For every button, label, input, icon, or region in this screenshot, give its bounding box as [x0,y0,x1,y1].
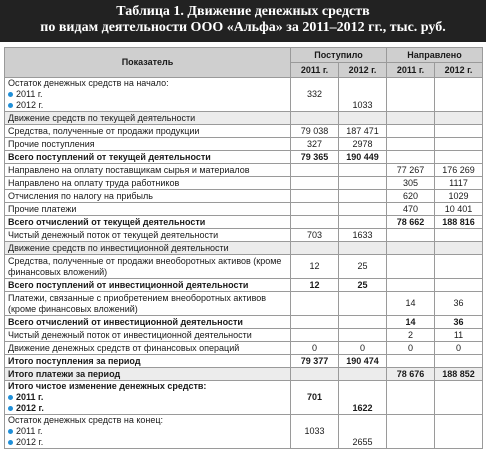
cell-received-2011: 79 365 [291,151,339,164]
bullet-icon [8,440,13,445]
cell-received-2011 [291,242,339,255]
cell-directed-2011: 470 [387,203,435,216]
cell-directed-2012: 1117 [435,177,483,190]
table-row [5,203,483,216]
cell-directed-2011 [387,112,435,125]
header-received: Поступило [291,48,387,63]
sub-year: 2011 г. [16,426,43,436]
cell-directed-2011: 14 [387,316,435,329]
cell-directed-2011 [387,138,435,151]
row-label-text: Итого чистое изменение денежных средств: [8,381,207,391]
table-row [5,216,483,229]
cell-directed-2011 [387,151,435,164]
cell-received-2012: 187 471 [339,125,387,138]
row-label: Движение средств по инвестиционной деятельности [5,242,291,255]
cell-directed-2012: 11 [435,329,483,342]
row-label: Прочие платежи [5,203,291,216]
table-row [5,292,483,316]
cell-directed-2011 [387,355,435,368]
cell-received-2012: 190 474 [339,355,387,368]
sub-item [8,403,287,414]
table-row [5,342,483,355]
cell-received-2012 [339,177,387,190]
cell-directed-2011 [387,381,435,415]
cell-received-2011: 703 [291,229,339,242]
cell-received-2012 [339,203,387,216]
cell-received-2012 [339,242,387,255]
sub-year: 2011 г. [16,89,43,99]
cell-received-2012: 190 449 [339,151,387,164]
cell-directed-2011 [387,255,435,279]
sub-year: 2012 г. [16,100,44,110]
cell-received-2011: 12 [291,279,339,292]
bullet-icon [8,429,13,434]
row-label: Всего отчислений от текущей деятельности [5,216,291,229]
row-label: Чистый денежный поток от инвестиционной деятельности [5,329,291,342]
row-label-text: Остаток денежных средств на начало: [8,78,169,88]
table-row [5,368,483,381]
table-row [5,151,483,164]
cell-received-2011 [291,329,339,342]
cell-directed-2012 [435,415,483,449]
cell-directed-2011 [387,229,435,242]
bullet-icon [8,103,13,108]
cell-received-2011: 0 [291,342,339,355]
cell-directed-2011 [387,125,435,138]
cell-directed-2012: 176 269 [435,164,483,177]
table-row [5,177,483,190]
cell-directed-2012 [435,355,483,368]
row-label: Средства, полученные от продажи внеоборотных активов (кроме финансовых вложений) [5,255,291,279]
cell-received-2011 [291,316,339,329]
cell-directed-2012: 36 [435,316,483,329]
cell-directed-2012 [435,255,483,279]
cell-received-2011: 701 [291,381,339,415]
cell-directed-2012 [435,242,483,255]
cell-received-2012 [339,316,387,329]
cell-received-2012: 2655 [339,415,387,449]
table-row [5,78,483,112]
cell-received-2012: 1033 [339,78,387,112]
cell-directed-2011 [387,242,435,255]
cell-received-2011 [291,203,339,216]
cell-received-2011: 79 038 [291,125,339,138]
cell-received-2011: 327 [291,138,339,151]
cell-directed-2012: 1029 [435,190,483,203]
cell-directed-2012 [435,78,483,112]
cell-received-2012 [339,164,387,177]
cell-received-2011: 12 [291,255,339,279]
cell-received-2012: 25 [339,255,387,279]
sub-year: 2011 г. [16,392,44,402]
row-label: Всего поступлений от текущей деятельности [5,151,291,164]
cell-received-2011 [291,164,339,177]
cell-directed-2012 [435,381,483,415]
row-label: Итого поступления за период [5,355,291,368]
sub-year: 2012 г. [16,437,44,447]
table-row [5,229,483,242]
cell-directed-2011 [387,279,435,292]
table-row [5,381,483,415]
cell-directed-2011: 305 [387,177,435,190]
cell-directed-2012: 10 401 [435,203,483,216]
cell-received-2012 [339,190,387,203]
row-label [5,381,291,415]
cell-directed-2011: 78 676 [387,368,435,381]
cell-received-2012 [339,368,387,381]
table-row [5,255,483,279]
header-directed-2011: 2011 г. [387,63,435,78]
cell-directed-2012 [435,112,483,125]
cell-received-2011 [291,368,339,381]
cell-received-2011: 1033 [291,415,339,449]
row-label: Средства, полученные от продажи продукции [5,125,291,138]
cell-received-2011: 79 377 [291,355,339,368]
bullet-icon [8,395,13,400]
table-row [5,316,483,329]
header-directed-2012: 2012 г. [435,63,483,78]
cell-directed-2012: 0 [435,342,483,355]
sub-item [8,89,287,100]
cell-received-2012 [339,292,387,316]
cell-received-2012 [339,216,387,229]
table-row [5,355,483,368]
cell-directed-2011: 620 [387,190,435,203]
header-directed: Направлено [387,48,483,63]
cell-directed-2011: 78 662 [387,216,435,229]
cell-received-2012: 1633 [339,229,387,242]
cell-directed-2012 [435,125,483,138]
cell-received-2011 [291,112,339,125]
row-label: Движение средств по текущей деятельности [5,112,291,125]
table-row [5,279,483,292]
table-row [5,242,483,255]
cell-directed-2011 [387,78,435,112]
table-row [5,112,483,125]
row-label [5,415,291,449]
sub-item [8,100,287,111]
cell-received-2011 [291,292,339,316]
table-row [5,415,483,449]
cell-directed-2012: 188 852 [435,368,483,381]
cell-received-2011 [291,177,339,190]
cell-directed-2011: 77 267 [387,164,435,177]
cell-directed-2012 [435,279,483,292]
header-indicator: Показатель [5,48,291,78]
row-label: Отчисления по налогу на прибыль [5,190,291,203]
row-label: Прочие поступления [5,138,291,151]
cell-received-2012: 2978 [339,138,387,151]
row-label: Движение денежных средств от финансовых операций [5,342,291,355]
header-received-2012: 2012 г. [339,63,387,78]
cell-received-2012 [339,112,387,125]
cell-directed-2012: 188 816 [435,216,483,229]
table-row [5,190,483,203]
cell-directed-2012: 36 [435,292,483,316]
row-label-text: Остаток денежных средств на конец: [8,415,164,425]
cell-directed-2011: 0 [387,342,435,355]
bullet-icon [8,92,13,97]
row-label: Чистый денежный поток от текущей деятельности [5,229,291,242]
row-label: Направлено на оплату труда работников [5,177,291,190]
row-label: Всего поступлений от инвестиционной деятельности [5,279,291,292]
header-received-2011: 2011 г. [291,63,339,78]
title-line-1: Таблица 1. Движение денежных средств [116,4,370,19]
cell-received-2011 [291,216,339,229]
cell-received-2012: 25 [339,279,387,292]
table-row [5,329,483,342]
sub-item [8,426,287,437]
cell-directed-2011: 2 [387,329,435,342]
bullet-icon [8,406,13,411]
cell-received-2012: 1622 [339,381,387,415]
row-label: Направлено на оплату поставщикам сырья и материалов [5,164,291,177]
table-row [5,138,483,151]
cell-received-2012 [339,329,387,342]
cell-directed-2012 [435,229,483,242]
sub-year: 2012 г. [16,403,44,413]
row-label: Всего отчислений от инвестиционной деятельности [5,316,291,329]
table-row [5,164,483,177]
row-label [5,78,291,112]
cell-received-2012: 0 [339,342,387,355]
cash-flow-table [4,47,483,449]
title-line-2: по видам деятельности ООО «Альфа» за 2011–2012 гг., тыс. руб. [40,20,446,35]
cell-directed-2011 [387,415,435,449]
cell-received-2011 [291,190,339,203]
cell-received-2011: 332 [291,78,339,112]
row-label: Итого платежи за период [5,368,291,381]
cell-directed-2012 [435,138,483,151]
table-row [5,125,483,138]
table-title [0,0,486,42]
cell-directed-2011: 14 [387,292,435,316]
sub-item [8,437,287,448]
cell-directed-2012 [435,151,483,164]
sub-item [8,392,287,403]
row-label: Платежи, связанные с приобретением внеоборотных активов (кроме финансовых вложений) [5,292,291,316]
